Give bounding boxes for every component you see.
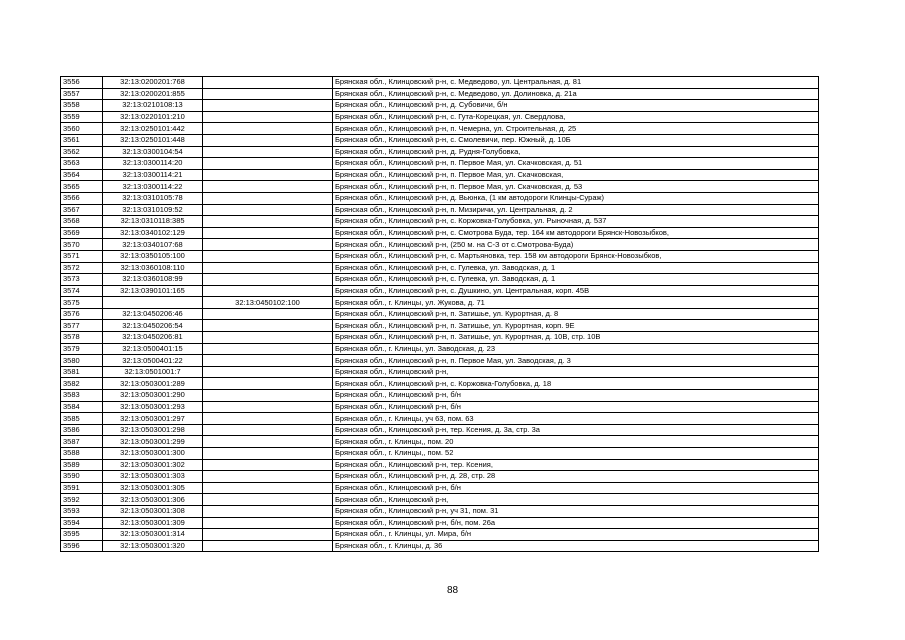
cadastral-number-cell: 32:13:0503001:298 (103, 424, 203, 436)
table-row (61, 88, 819, 100)
cadastral-number-cell: 32:13:0300114:20 (103, 158, 203, 170)
row-number-cell: 3584 (61, 401, 103, 413)
table-row (61, 111, 819, 123)
table-row (61, 169, 819, 181)
table-row (61, 77, 819, 89)
address-cell: Брянская обл., Клинцовский р-н, с. Коржовка-Голубовка, д. 18 (333, 378, 819, 390)
table-row (61, 250, 819, 262)
row-number-cell: 3557 (61, 88, 103, 100)
cadastral-number-cell: 32:13:0503001:320 (103, 540, 203, 552)
cadastral-number-alt-cell (203, 146, 333, 158)
table-row (61, 401, 819, 413)
cadastral-number-cell: 32:13:0503001:302 (103, 459, 203, 471)
cadastral-number-alt-cell (203, 134, 333, 146)
row-number-cell: 3582 (61, 378, 103, 390)
cadastral-number-cell: 32:13:0200201:855 (103, 88, 203, 100)
cadastral-number-alt-cell: 32:13:0450102:100 (203, 297, 333, 309)
row-number-cell: 3587 (61, 436, 103, 448)
row-number-cell: 3594 (61, 517, 103, 529)
row-number-cell: 3593 (61, 505, 103, 517)
row-number-cell: 3591 (61, 482, 103, 494)
row-number-cell: 3578 (61, 332, 103, 344)
cadastral-number-alt-cell (203, 401, 333, 413)
table-row (61, 297, 819, 309)
row-number-cell: 3558 (61, 100, 103, 112)
row-number-cell: 3590 (61, 471, 103, 483)
address-cell: Брянская обл., Клинцовский р-н, с. Мартьяновка, тер. 158 км автодороги Брянск-Новозыбков, (333, 250, 819, 262)
table-row (61, 505, 819, 517)
cadastral-number-alt-cell (203, 250, 333, 262)
table-row (61, 343, 819, 355)
cadastral-number-alt-cell (203, 181, 333, 193)
cadastral-number-alt-cell (203, 285, 333, 297)
address-cell: Брянская обл., г. Клинцы, д. 36 (333, 540, 819, 552)
row-number-cell: 3562 (61, 146, 103, 158)
cadastral-number-alt-cell (203, 332, 333, 344)
table-row (61, 390, 819, 402)
address-cell: Брянская обл., г. Клинцы, ул. Мира, б/н (333, 529, 819, 541)
cadastral-number-alt-cell (203, 482, 333, 494)
cadastral-number-alt-cell (203, 308, 333, 320)
address-cell: Брянская обл., Клинцовский р-н, б/н (333, 401, 819, 413)
address-cell: Брянская обл., Клинцовский р-н, д. Субовичи, б/н (333, 100, 819, 112)
table-row (61, 134, 819, 146)
cadastral-number-cell: 32:13:0503001:305 (103, 482, 203, 494)
cadastral-number-cell: 32:13:0503001:314 (103, 529, 203, 541)
address-cell: Брянская обл., Клинцовский р-н, д. 28, стр. 28 (333, 471, 819, 483)
address-cell: Брянская обл., Клинцовский р-н, п. Первое Мая, ул. Заводская, д. 3 (333, 355, 819, 367)
cadastral-number-alt-cell (203, 494, 333, 506)
address-cell: Брянская обл., г. Клинцы, ул. Жукова, д. 71 (333, 297, 819, 309)
row-number-cell: 3592 (61, 494, 103, 506)
cadastral-number-alt-cell (203, 378, 333, 390)
table-row (61, 123, 819, 135)
row-number-cell: 3575 (61, 297, 103, 309)
address-cell: Брянская обл., Клинцовский р-н, д. Рудня-Голубовка, (333, 146, 819, 158)
row-number-cell: 3565 (61, 181, 103, 193)
row-number-cell: 3560 (61, 123, 103, 135)
address-cell: Брянская обл., Клинцовский р-н, с. Гута-Корецкая, ул. Свердлова, (333, 111, 819, 123)
row-number-cell: 3586 (61, 424, 103, 436)
address-table-body (61, 77, 819, 552)
address-cell: Брянская обл., Клинцовский р-н, б/н, пом. 26а (333, 517, 819, 529)
row-number-cell: 3564 (61, 169, 103, 181)
cadastral-number-alt-cell (203, 216, 333, 228)
row-number-cell: 3567 (61, 204, 103, 216)
address-cell: Брянская обл., г. Клинцы,, пом. 20 (333, 436, 819, 448)
address-cell: Брянская обл., Клинцовский р-н, п. Затишье, ул. Курортная, корп. 9Е (333, 320, 819, 332)
cadastral-number-cell: 32:13:0310118:385 (103, 216, 203, 228)
row-number-cell: 3576 (61, 308, 103, 320)
table-row (61, 216, 819, 228)
cadastral-number-cell: 32:13:0500401:15 (103, 343, 203, 355)
cadastral-number-alt-cell (203, 100, 333, 112)
cadastral-number-cell: 32:13:0300104:54 (103, 146, 203, 158)
cadastral-number-alt-cell (203, 77, 333, 89)
cadastral-number-alt-cell (203, 88, 333, 100)
address-cell: Брянская обл., Клинцовский р-н, тер. Ксения, (333, 459, 819, 471)
table-row (61, 413, 819, 425)
cadastral-number-cell: 32:13:0360108:99 (103, 274, 203, 286)
page-number: 88 (446, 585, 459, 596)
address-cell: Брянская обл., Клинцовский р-н, уч 31, пом. 31 (333, 505, 819, 517)
cadastral-number-cell: 32:13:0250101:448 (103, 134, 203, 146)
cadastral-number-cell: 32:13:0503001:308 (103, 505, 203, 517)
cadastral-number-alt-cell (203, 459, 333, 471)
address-cell: Брянская обл., Клинцовский р-н, (333, 494, 819, 506)
cadastral-number-cell: 32:13:0503001:293 (103, 401, 203, 413)
table-row (61, 448, 819, 460)
cadastral-number-alt-cell (203, 390, 333, 402)
table-row (61, 355, 819, 367)
address-cell: Брянская обл., Клинцовский р-н, б/н (333, 390, 819, 402)
cadastral-number-cell: 32:13:0310105:78 (103, 192, 203, 204)
row-number-cell: 3569 (61, 227, 103, 239)
cadastral-number-alt-cell (203, 366, 333, 378)
address-cell: Брянская обл., Клинцовский р-н, с. Медведово, ул. Долиновка, д. 21а (333, 88, 819, 100)
address-cell: Брянская обл., Клинцовский р-н, п. Затишье, ул. Курортная, д. 10В, стр. 10В (333, 332, 819, 344)
cadastral-number-cell: 32:13:0501001:7 (103, 366, 203, 378)
table-row (61, 274, 819, 286)
cadastral-number-cell (103, 297, 203, 309)
address-cell: Брянская обл., Клинцовский р-н, п. Первое Мая, ул. Скачковская, д. 51 (333, 158, 819, 170)
row-number-cell: 3577 (61, 320, 103, 332)
cadastral-number-alt-cell (203, 505, 333, 517)
row-number-cell: 3563 (61, 158, 103, 170)
cadastral-number-alt-cell (203, 169, 333, 181)
cadastral-number-alt-cell (203, 529, 333, 541)
address-cell: Брянская обл., Клинцовский р-н, с. Душкино, ул. Центральная, корп. 45В (333, 285, 819, 297)
table-row (61, 332, 819, 344)
address-cell: Брянская обл., Клинцовский р-н, п. Первое Мая, ул. Скачковская, (333, 169, 819, 181)
cadastral-number-cell: 32:13:0503001:297 (103, 413, 203, 425)
address-cell: Брянская обл., Клинцовский р-н, б/н (333, 482, 819, 494)
row-number-cell: 3570 (61, 239, 103, 251)
cadastral-number-cell: 32:13:0503001:290 (103, 390, 203, 402)
row-number-cell: 3574 (61, 285, 103, 297)
cadastral-number-alt-cell (203, 158, 333, 170)
table-row (61, 424, 819, 436)
cadastral-number-alt-cell (203, 413, 333, 425)
table-row (61, 239, 819, 251)
address-cell: Брянская обл., Клинцовский р-н, д. Вьюнка, (1 км автодороги Клинцы-Сураж) (333, 192, 819, 204)
table-row (61, 285, 819, 297)
table-row (61, 181, 819, 193)
row-number-cell: 3571 (61, 250, 103, 262)
row-number-cell: 3559 (61, 111, 103, 123)
address-cell: Брянская обл., Клинцовский р-н, тер. Ксения, д. 3а, стр. 3а (333, 424, 819, 436)
address-cell: Брянская обл., Клинцовский р-н, с. Смолевичи, пер. Южный, д. 10Б (333, 134, 819, 146)
row-number-cell: 3561 (61, 134, 103, 146)
cadastral-number-alt-cell (203, 424, 333, 436)
address-cell: Брянская обл., г. Клинцы,, пом. 52 (333, 448, 819, 460)
row-number-cell: 3580 (61, 355, 103, 367)
row-number-cell: 3581 (61, 366, 103, 378)
cadastral-number-cell: 32:13:0500401:22 (103, 355, 203, 367)
table-row (61, 158, 819, 170)
cadastral-number-cell: 32:13:0503001:300 (103, 448, 203, 460)
row-number-cell: 3573 (61, 274, 103, 286)
row-number-cell: 3585 (61, 413, 103, 425)
table-row (61, 517, 819, 529)
cadastral-number-cell: 32:13:0250101:442 (103, 123, 203, 135)
address-cell: Брянская обл., Клинцовский р-н, п. Первое Мая, ул. Скачковская, д. 53 (333, 181, 819, 193)
table-row (61, 459, 819, 471)
table-row (61, 227, 819, 239)
cadastral-number-alt-cell (203, 227, 333, 239)
cadastral-number-cell: 32:13:0360108:110 (103, 262, 203, 274)
address-table (60, 76, 819, 552)
table-row (61, 100, 819, 112)
table-row (61, 192, 819, 204)
address-cell: Брянская обл., г. Клинцы, ул. Заводская, д. 23 (333, 343, 819, 355)
cadastral-number-cell: 32:13:0450206:81 (103, 332, 203, 344)
table-row (61, 494, 819, 506)
cadastral-number-cell: 32:13:0200201:768 (103, 77, 203, 89)
cadastral-number-cell: 32:13:0220101:210 (103, 111, 203, 123)
table-row (61, 378, 819, 390)
cadastral-number-alt-cell (203, 471, 333, 483)
table-row (61, 320, 819, 332)
table-row (61, 308, 819, 320)
row-number-cell: 3589 (61, 459, 103, 471)
row-number-cell: 3583 (61, 390, 103, 402)
row-number-cell: 3556 (61, 77, 103, 89)
cadastral-number-cell: 32:13:0450206:46 (103, 308, 203, 320)
address-cell: Брянская обл., г. Клинцы, уч 63, пом. 63 (333, 413, 819, 425)
cadastral-number-cell: 32:13:0300114:21 (103, 169, 203, 181)
cadastral-number-alt-cell (203, 320, 333, 332)
row-number-cell: 3568 (61, 216, 103, 228)
row-number-cell: 3572 (61, 262, 103, 274)
cadastral-number-alt-cell (203, 111, 333, 123)
cadastral-number-alt-cell (203, 517, 333, 529)
address-cell: Брянская обл., Клинцовский р-н, п. Чемерна, ул. Строительная, д. 25 (333, 123, 819, 135)
table-row (61, 262, 819, 274)
address-cell: Брянская обл., Клинцовский р-н, п. Мизиричи, ул. Центральная, д. 2 (333, 204, 819, 216)
cadastral-number-cell: 32:13:0350105:100 (103, 250, 203, 262)
row-number-cell: 3579 (61, 343, 103, 355)
address-cell: Брянская обл., Клинцовский р-н, с. Гулевка, ул. Заводская, д. 1 (333, 274, 819, 286)
cadastral-number-cell: 32:13:0310109:52 (103, 204, 203, 216)
cadastral-number-alt-cell (203, 262, 333, 274)
cadastral-number-cell: 32:13:0503001:289 (103, 378, 203, 390)
cadastral-number-cell: 32:13:0390101:165 (103, 285, 203, 297)
cadastral-number-cell: 32:13:0450206:54 (103, 320, 203, 332)
row-number-cell: 3596 (61, 540, 103, 552)
table-row (61, 146, 819, 158)
cadastral-number-alt-cell (203, 355, 333, 367)
address-cell: Брянская обл., Клинцовский р-н, (250 м. на С-З от с.Смотрова-Буда) (333, 239, 819, 251)
table-row (61, 540, 819, 552)
cadastral-number-alt-cell (203, 239, 333, 251)
table-row (61, 482, 819, 494)
cadastral-number-cell: 32:13:0300114:22 (103, 181, 203, 193)
cadastral-number-cell: 32:13:0210108:13 (103, 100, 203, 112)
address-cell: Брянская обл., Клинцовский р-н, с. Смотрова Буда, тер. 164 км автодороги Брянск-Новозыбков, (333, 227, 819, 239)
address-cell: Брянская обл., Клинцовский р-н, п. Затишье, ул. Курортная, д. 8 (333, 308, 819, 320)
cadastral-number-cell: 32:13:0503001:299 (103, 436, 203, 448)
cadastral-number-cell: 32:13:0503001:309 (103, 517, 203, 529)
cadastral-number-alt-cell (203, 540, 333, 552)
table-row (61, 204, 819, 216)
cadastral-number-cell: 32:13:0503001:306 (103, 494, 203, 506)
cadastral-number-cell: 32:13:0503001:303 (103, 471, 203, 483)
row-number-cell: 3566 (61, 192, 103, 204)
address-cell: Брянская обл., Клинцовский р-н, с. Коржовка-Голубовка, ул. Рыночная, д. 537 (333, 216, 819, 228)
table-row (61, 366, 819, 378)
row-number-cell: 3595 (61, 529, 103, 541)
cadastral-number-alt-cell (203, 204, 333, 216)
cadastral-number-alt-cell (203, 343, 333, 355)
cadastral-number-alt-cell (203, 448, 333, 460)
table-row (61, 529, 819, 541)
address-cell: Брянская обл., Клинцовский р-н, (333, 366, 819, 378)
table-row (61, 471, 819, 483)
cadastral-number-alt-cell (203, 274, 333, 286)
cadastral-number-alt-cell (203, 436, 333, 448)
cadastral-number-cell: 32:13:0340107:68 (103, 239, 203, 251)
cadastral-number-alt-cell (203, 123, 333, 135)
table-row (61, 436, 819, 448)
cadastral-number-alt-cell (203, 192, 333, 204)
cadastral-number-cell: 32:13:0340102:129 (103, 227, 203, 239)
row-number-cell: 3588 (61, 448, 103, 460)
address-cell: Брянская обл., Клинцовский р-н, с. Медведово, ул. Центральная, д. 81 (333, 77, 819, 89)
address-cell: Брянская обл., Клинцовский р-н, с. Гулевка, ул. Заводская, д. 1 (333, 262, 819, 274)
